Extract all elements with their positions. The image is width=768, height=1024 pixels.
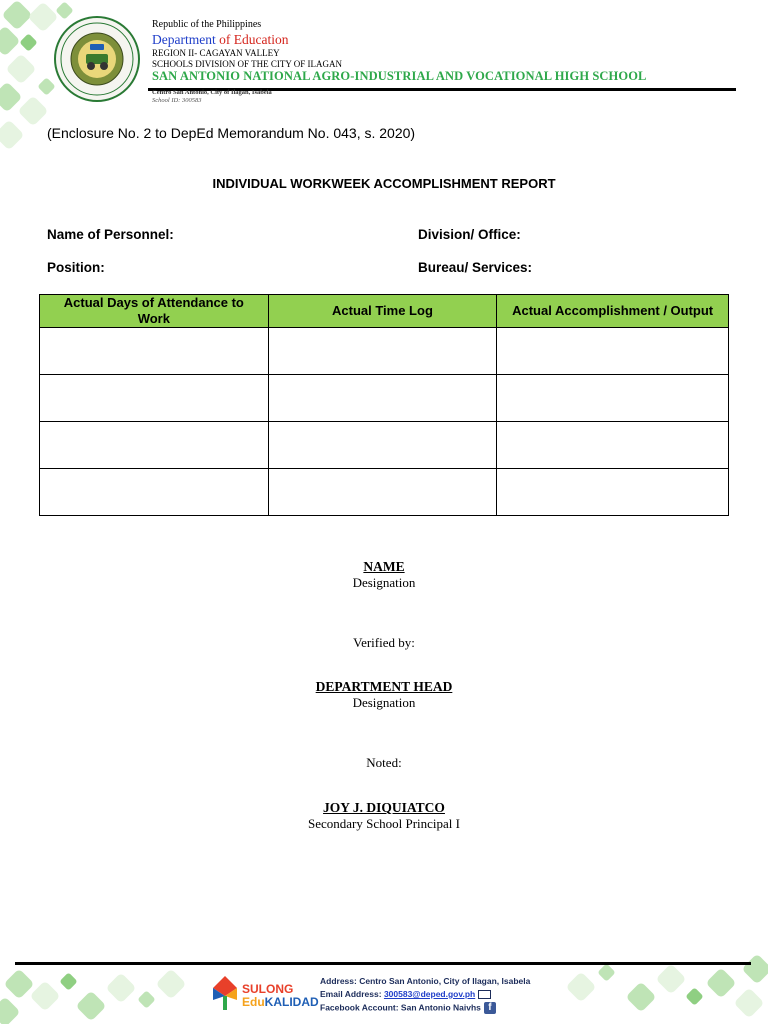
sulong-edukalidad-logo-icon	[210, 974, 240, 1012]
verified-designation: Designation	[352, 695, 416, 710]
logo-line2b: KALIDAD	[264, 995, 319, 1009]
department-part2: of Education	[219, 32, 289, 47]
table-cell[interactable]	[268, 375, 497, 422]
facebook-label: Facebook Account: San Antonio Naivhs	[320, 1002, 481, 1013]
header-attendance: Actual Days of Attendance to Work	[40, 295, 269, 328]
division-label: SCHOOLS DIVISION OF THE CITY OF ILAGAN	[152, 59, 343, 69]
name-of-personnel-label: Name of Personnel:	[47, 227, 174, 242]
email-label: Email Address:	[320, 989, 384, 999]
table-cell[interactable]	[268, 422, 497, 469]
corner-pattern-bottom-left	[0, 955, 190, 1024]
prepared-designation: Designation	[352, 575, 416, 590]
enclosure-note: (Enclosure No. 2 to DepEd Memorandum No. 043, s. 2020)	[47, 125, 416, 141]
table-row	[40, 328, 729, 375]
table-row	[40, 469, 729, 516]
sulong-edukalidad-logo	[210, 972, 320, 1016]
table-cell[interactable]	[497, 375, 729, 422]
noted-label: Noted:	[366, 755, 402, 770]
noted-designation: Secondary School Principal I	[308, 816, 460, 831]
table-cell[interactable]	[497, 469, 729, 516]
school-name: SAN ANTONIO NATIONAL AGRO-INDUSTRIAL AND VOCATIONAL HIGH SCHOOL	[152, 69, 647, 83]
header-accomplishment: Actual Accomplishment / Output	[497, 295, 729, 328]
verified-label: Verified by:	[353, 635, 415, 650]
footer-email-line	[320, 989, 491, 999]
facebook-icon[interactable]: f	[484, 1002, 496, 1014]
page-title: INDIVIDUAL WORKWEEK ACCOMPLISHMENT REPORT	[212, 176, 556, 191]
table-cell[interactable]	[40, 469, 269, 516]
table-row	[40, 422, 729, 469]
mail-icon	[478, 990, 491, 999]
table-cell[interactable]	[497, 422, 729, 469]
region-label: REGION II- CAGAYAN VALLEY	[152, 48, 280, 58]
position-label: Position:	[47, 260, 105, 275]
department-label	[152, 32, 288, 48]
footer-facebook-line	[320, 1002, 496, 1014]
header-time-log: Actual Time Log	[268, 295, 497, 328]
table-cell[interactable]	[40, 422, 269, 469]
division-office-label: Division/ Office:	[418, 227, 521, 242]
logo-line2	[242, 995, 319, 1009]
republic-label: Republic of the Philippines	[152, 19, 262, 30]
department-part1: Department	[152, 32, 220, 47]
table-row	[40, 375, 729, 422]
footer-rule	[15, 962, 751, 965]
logo-line2a: Edu	[242, 995, 265, 1009]
logo-line1: SULONG	[242, 982, 294, 996]
noted-name: JOY J. DIQUIATCO	[323, 800, 445, 815]
deped-seal-icon	[54, 16, 140, 102]
accomplishment-table	[39, 294, 729, 516]
footer-address: Address: Centro San Antonio, City of Ilagan, Isabela	[320, 976, 531, 986]
email-link[interactable]: 300583@deped.gov.ph	[383, 989, 476, 999]
table-cell[interactable]	[40, 375, 269, 422]
table-cell[interactable]	[497, 328, 729, 375]
school-address: Centro San Antonio, City of Ilagan, Isabela	[152, 89, 272, 96]
table-header-row	[40, 295, 729, 328]
verified-name: DEPARTMENT HEAD	[315, 679, 453, 694]
table-cell[interactable]	[40, 328, 269, 375]
table-cell[interactable]	[268, 469, 497, 516]
table-cell[interactable]	[268, 328, 497, 375]
bureau-services-label: Bureau/ Services:	[418, 260, 533, 275]
prepared-name: NAME	[363, 559, 405, 574]
school-id: School ID: 300583	[152, 97, 202, 104]
